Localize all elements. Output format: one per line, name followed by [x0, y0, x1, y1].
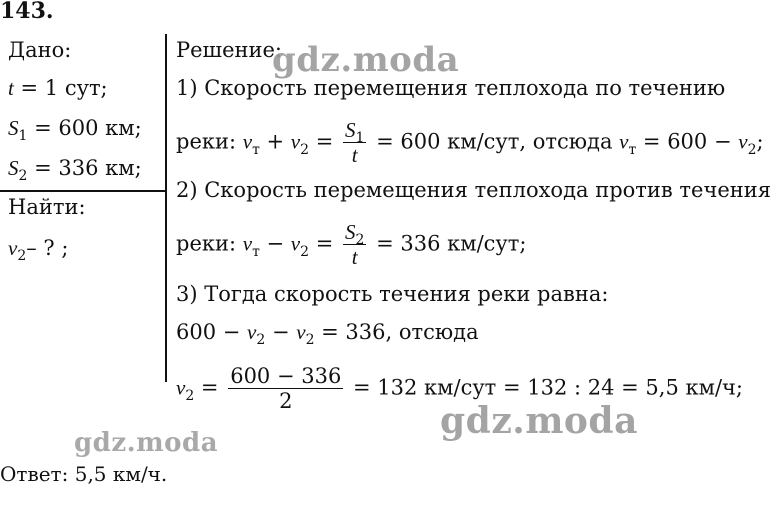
- subscript: 2: [300, 141, 310, 158]
- operator: −: [265, 320, 297, 344]
- step2-text: 2) Скорость перемещения теплохода против течения: [176, 178, 771, 202]
- subscript: т: [252, 243, 260, 260]
- var-v: v: [242, 129, 253, 154]
- operator: =: [309, 129, 340, 154]
- var-v: v: [296, 320, 306, 344]
- subscript: 2: [17, 248, 27, 264]
- solution-heading: Решение:: [176, 38, 283, 62]
- fraction-denominator: t: [351, 245, 358, 269]
- find-question: – ? ;: [26, 236, 69, 260]
- var-v: v: [290, 231, 301, 256]
- fraction-numerator: [343, 118, 366, 146]
- fraction-denominator: 2: [279, 389, 293, 413]
- column-divider: [165, 34, 167, 382]
- var-t: t: [8, 76, 14, 100]
- subscript: 1: [18, 128, 28, 144]
- operator: =: [194, 375, 226, 400]
- subscript: т: [252, 141, 260, 158]
- step2-formula: [176, 222, 526, 268]
- var-v: v: [290, 129, 301, 154]
- operator: =: [309, 231, 340, 256]
- var-s: S: [344, 118, 356, 142]
- fraction: [228, 366, 343, 412]
- given-divider: [0, 190, 166, 192]
- given-s1: [8, 116, 142, 144]
- formula-end: ;: [756, 129, 764, 154]
- var-v: v: [619, 129, 629, 154]
- step3-equation: [176, 320, 479, 348]
- find-heading: Найти:: [8, 195, 86, 219]
- fraction-numerator: 600 − 336: [230, 364, 342, 388]
- problem-number: 143.: [0, 0, 54, 24]
- subscript: т: [628, 141, 637, 158]
- var-v: v: [242, 231, 253, 256]
- operator: +: [259, 129, 291, 154]
- given-time-value: = 1 сут;: [13, 76, 108, 100]
- formula-prefix: реки:: [176, 129, 243, 154]
- var-v: v: [176, 375, 186, 400]
- var-v: v: [8, 236, 18, 260]
- var-s: S: [8, 116, 19, 140]
- given-time: [8, 78, 108, 99]
- fraction-denominator: t: [351, 143, 358, 167]
- fraction-numerator: [343, 220, 366, 248]
- var-s: S: [8, 156, 19, 180]
- final-result: = 132 км/сут = 132 : 24 = 5,5 км/ч;: [346, 375, 743, 400]
- var-v: v: [247, 320, 257, 344]
- formula-prefix: реки:: [176, 231, 243, 256]
- watermark-logo: gdz.moda: [74, 428, 219, 458]
- subscript: 2: [256, 332, 266, 348]
- find-target: [8, 236, 69, 264]
- subscript: 2: [747, 141, 757, 158]
- subscript: 2: [18, 168, 28, 184]
- fraction: [343, 222, 366, 268]
- watermark-logo: gdz.moda: [440, 400, 638, 442]
- formula-result: = 336 км/сут;: [369, 231, 527, 256]
- subscript: 2: [355, 232, 365, 248]
- subscript: 2: [305, 332, 315, 348]
- formula-result: = 600 км/сут, отсюда: [369, 129, 620, 154]
- watermark-logo: gdz.moda: [272, 40, 460, 80]
- step3-text: 3) Тогда скорость течения реки равна:: [176, 282, 609, 306]
- given-s2: [8, 156, 142, 184]
- given-heading: Дано:: [8, 38, 72, 62]
- fraction: [343, 120, 366, 166]
- step1-formula: [176, 120, 764, 166]
- subscript: 2: [185, 387, 195, 404]
- step1-text: 1) Скорость перемещения теплохода по течению: [176, 76, 726, 100]
- subscript: 2: [300, 243, 310, 260]
- subscript: 1: [355, 130, 365, 146]
- equation-rest: = 336, отсюда: [314, 320, 479, 344]
- equation-start: 600 −: [176, 320, 248, 344]
- given-s1-value: = 600 км;: [27, 116, 142, 140]
- var-v: v: [738, 129, 748, 154]
- var-s: S: [344, 220, 356, 244]
- operator: = 600 −: [636, 129, 739, 154]
- given-s2-value: = 336 км;: [27, 156, 142, 180]
- answer: Ответ: 5,5 км/ч.: [0, 462, 168, 486]
- operator: −: [259, 231, 291, 256]
